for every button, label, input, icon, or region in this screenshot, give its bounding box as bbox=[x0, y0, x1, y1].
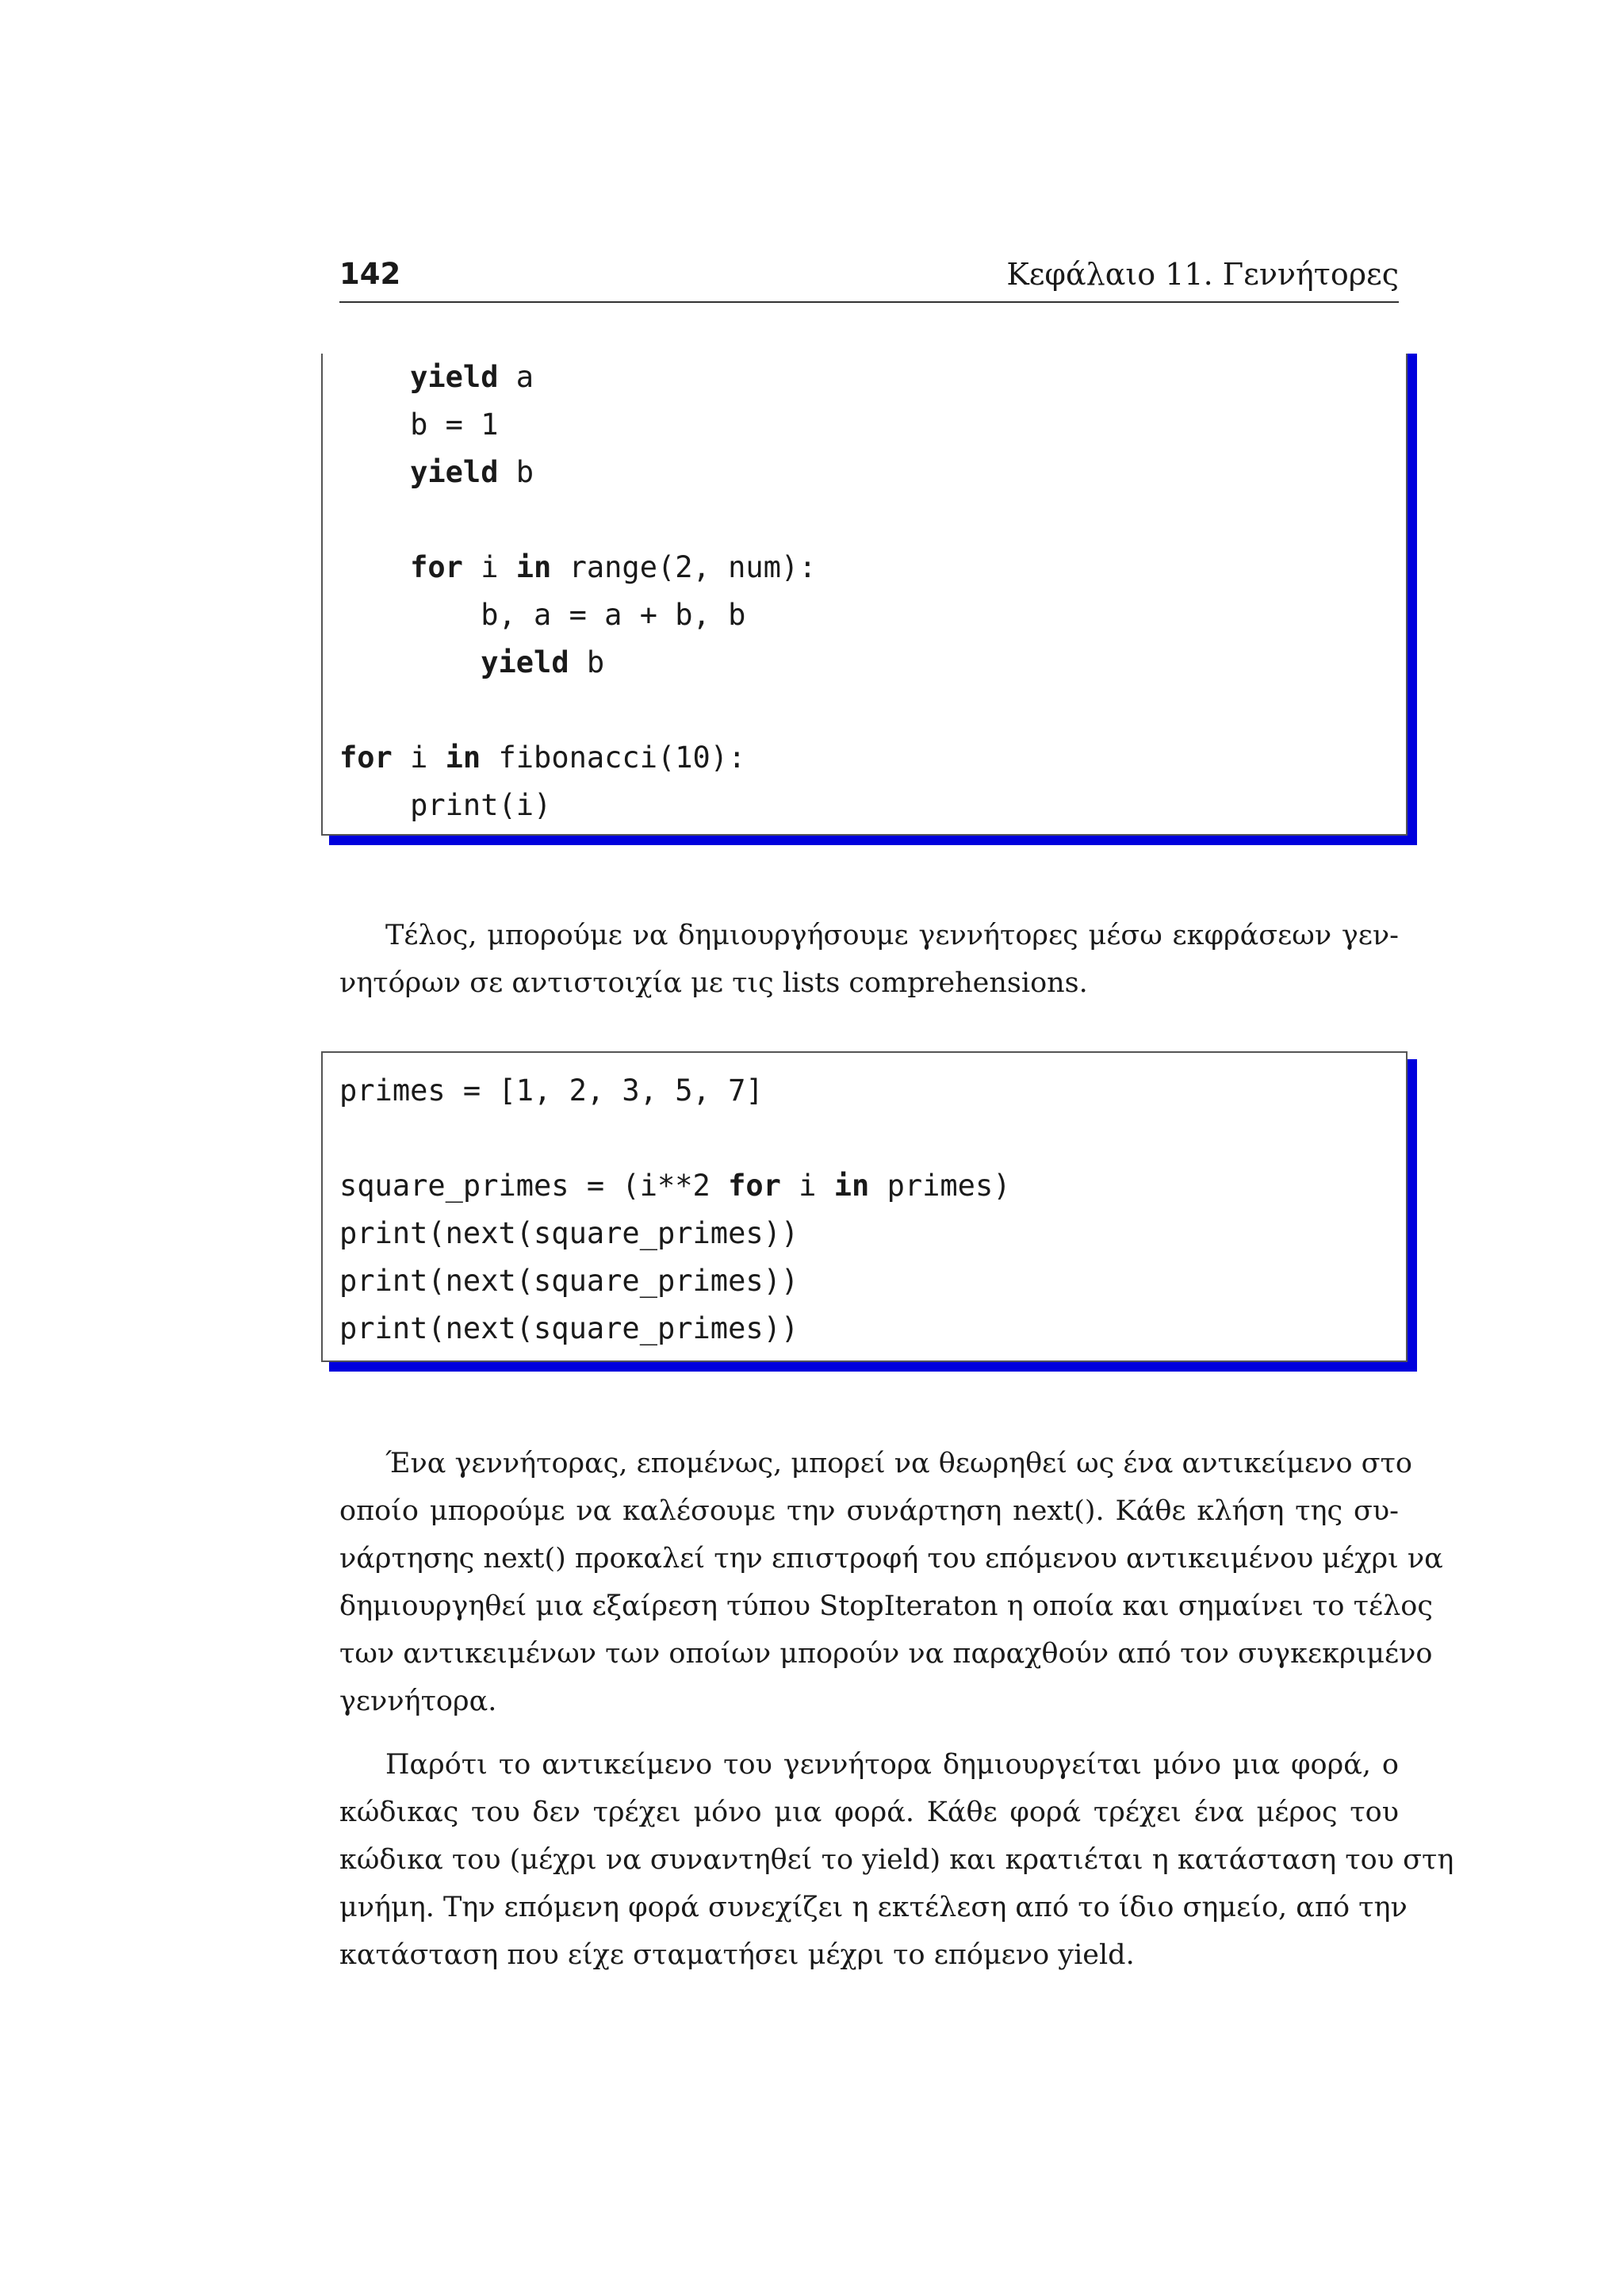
code-line bbox=[339, 641, 604, 685]
code-line bbox=[339, 1259, 799, 1303]
code-line bbox=[339, 1211, 799, 1256]
code-keyword: for bbox=[410, 550, 463, 584]
code-text: square_primes = (i**2 bbox=[339, 1169, 729, 1203]
code-text: b = 1 bbox=[339, 408, 499, 442]
code-keyword: for bbox=[339, 740, 393, 775]
text-line: δημιουργηθεί μια εξαίρεση τύπου StopIteraton η οποία και σημαίνει το τέλος bbox=[339, 1590, 1433, 1622]
text-line: Τέλος, μπορούμε να δημιουργήσουμε γεννήτορες μέσω εκφράσεων γεν- bbox=[385, 920, 1399, 951]
code-keyword: yield bbox=[481, 645, 569, 679]
code-text: i bbox=[462, 550, 516, 584]
code-keyword: yield bbox=[410, 360, 499, 394]
code-box-shadow bbox=[1408, 354, 1417, 845]
text-line: γεννήτορα. bbox=[339, 1686, 497, 1717]
text-line: Ένα γεννήτορας, επομένως, μπορεί να θεωρηθεί ως ένα αντικείμενο στο bbox=[385, 1448, 1412, 1479]
text-line: μνήμη. Την επόμενη φορά συνεχίζει η εκτέλεση από το ίδιο σημείο, από την bbox=[339, 1892, 1408, 1923]
code-keyword: yield bbox=[410, 455, 499, 489]
code-line bbox=[339, 783, 551, 828]
code-text: a bbox=[498, 360, 534, 394]
code-line bbox=[339, 1164, 1011, 1208]
paragraph-generator-next bbox=[339, 1440, 1443, 1725]
code-text: print(next(square_primes)) bbox=[339, 1264, 799, 1298]
code-keyword: in bbox=[445, 740, 481, 775]
text-line: νάρτησης next() προκαλεί την επιστροφή του επόμενου αντικειμένου μέχρι να bbox=[339, 1543, 1443, 1575]
code-line bbox=[339, 403, 498, 447]
text-line: κώδικα του (μέχρι να συναντηθεί το yield) και κρατιέται η κατάσταση του στη bbox=[339, 1844, 1454, 1876]
code-text: i bbox=[392, 740, 446, 775]
code-box-shadow bbox=[329, 836, 1417, 845]
code-text: b, a = a + b, b bbox=[339, 598, 746, 632]
chapter-title: Κεφάλαιο 11. Γεννήτορες bbox=[1006, 257, 1399, 292]
code-text: print(next(square_primes)) bbox=[339, 1216, 799, 1250]
code-listing-square-primes bbox=[321, 1051, 1408, 1362]
text-line: οποίο μπορούμε να καλέσουμε την συνάρτηση next(). Κάθε κλήση της συ- bbox=[339, 1495, 1399, 1527]
code-text: print(next(square_primes)) bbox=[339, 1311, 799, 1345]
code-text bbox=[339, 645, 481, 679]
page-number: 142 bbox=[339, 257, 401, 291]
text-line: νητόρων σε αντιστοιχία με τις lists comprehensions. bbox=[339, 967, 1088, 999]
code-text: b bbox=[498, 455, 534, 489]
code-keyword: for bbox=[728, 1169, 781, 1203]
code-line bbox=[339, 355, 534, 400]
code-text: primes = [1, 2, 3, 5, 7] bbox=[339, 1073, 764, 1108]
code-listing-fibonacci bbox=[321, 354, 1408, 836]
paragraph-generator-state bbox=[339, 1741, 1454, 1979]
text-line: κατάσταση που είχε σταματήσει μέχρι το επόμενο yield. bbox=[339, 1939, 1135, 1971]
code-text: primes) bbox=[869, 1169, 1011, 1203]
code-line bbox=[339, 1307, 799, 1351]
code-text: i bbox=[780, 1169, 834, 1203]
text-line: Παρότι το αντικείμενο του γεννήτορα δημιουργείται μόνο μια φορά, ο bbox=[385, 1749, 1399, 1781]
code-line bbox=[339, 545, 816, 590]
code-text bbox=[339, 455, 410, 489]
text-line: των αντικειμένων των οποίων μπορούν να παραχθούν από τον συγκεκριμένο bbox=[339, 1638, 1433, 1670]
paragraph-intro-generator-expressions bbox=[339, 912, 1399, 1007]
code-text bbox=[339, 360, 410, 394]
code-text bbox=[339, 550, 410, 584]
code-text: print(i) bbox=[339, 788, 552, 822]
page-header bbox=[339, 257, 1399, 303]
code-keyword: in bbox=[833, 1169, 870, 1203]
code-line bbox=[339, 450, 534, 495]
text-line: κώδικας του δεν τρέχει μόνο μια φορά. Κάθε φορά τρέχει ένα μέρος του bbox=[339, 1797, 1399, 1828]
code-text: range(2, num): bbox=[551, 550, 817, 584]
code-box-shadow bbox=[1408, 1059, 1417, 1372]
code-text: b bbox=[569, 645, 605, 679]
code-keyword: in bbox=[515, 550, 552, 584]
code-line bbox=[339, 593, 745, 637]
code-text: fibonacci(10): bbox=[481, 740, 746, 775]
code-box-shadow bbox=[329, 1362, 1417, 1372]
code-line bbox=[339, 736, 745, 780]
code-line bbox=[339, 1069, 764, 1113]
